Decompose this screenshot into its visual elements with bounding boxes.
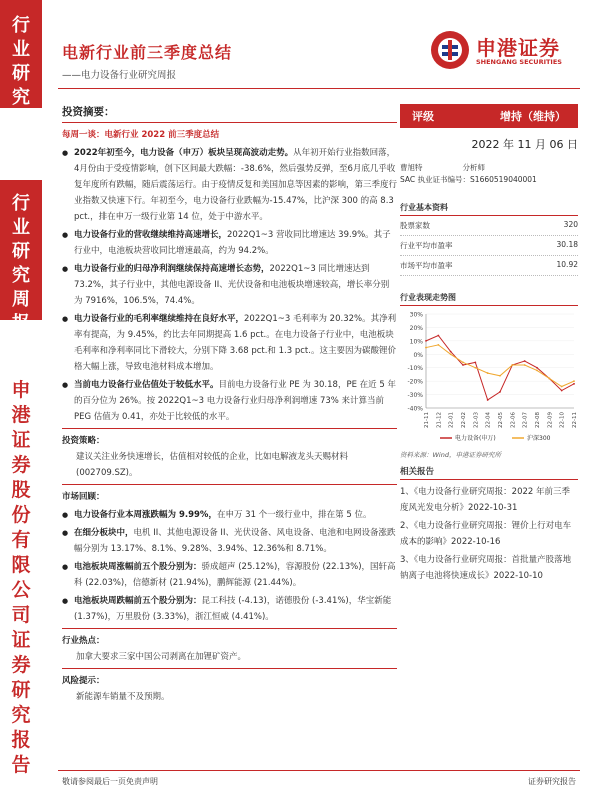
- data-point: [450, 353, 452, 355]
- y-tick-label: 0%: [413, 351, 423, 359]
- sidebar-char: 份: [11, 504, 31, 526]
- report-subtitle: ——电力设备行业研究周报: [62, 70, 177, 81]
- risk-label: 风险提示：: [62, 676, 105, 686]
- footer-divider: [58, 770, 580, 771]
- sidebar-char: 报: [12, 313, 30, 334]
- summary-column: [62, 104, 397, 705]
- bullet-text: 2022Q1~3 营收同比增速达 39.9%。其子行业中，电池板块营收同比增速最高，约为 94.2%。: [74, 230, 391, 256]
- data-point: [450, 351, 452, 353]
- footer-label: 证券研究报告: [528, 777, 576, 786]
- sidebar-char: 券: [11, 654, 31, 676]
- sidebar-char: 申: [11, 379, 31, 401]
- sidebar-char: 有: [11, 529, 31, 551]
- data-point: [573, 380, 575, 382]
- hot-label: 行业热点：: [62, 636, 105, 646]
- data-point: [487, 399, 489, 401]
- footer-disclaimer[interactable]: 敬请参阅最后一页免责声明: [62, 777, 158, 786]
- x-tick-label: 22-08: [535, 412, 541, 428]
- bullet-text: 从年初开始行业指数回落，4月份由于受疫情影响，创下区间最大跌幅：-38.6%，然后强势反弹，至6月底几乎收复年度所有跌幅，随后震荡运行。由于疫情反复和美国加息等因素的影响，第三季度行业指数又快速下行。年初至今，电力设备行业跌幅为-15.47%，比沪深 300 的高 8.3 pct.，排在申万一级行业第 14 位，处于中游水平。: [74, 148, 398, 222]
- weekly-topic-label: 每周一谈：电新行业 2022 前三季度总结: [62, 130, 220, 140]
- analyst-role: 分析师: [462, 163, 485, 172]
- info-column: [400, 104, 578, 586]
- bullet-text: 2022Q1~3 毛利率为 20.32%。其净利率有提高，为 9.45%，约比去年同期提高 1.6 pct.。在电力设备子行业中，电池板块毛利率和净利率同比下滑较大，分别下降 3.68 pct.和 1.3 pct.。这主要因为碳酸锂价格大幅上涨，导致电池材料成本增加。: [74, 314, 397, 372]
- data-point: [437, 344, 439, 346]
- data-point: [536, 367, 538, 369]
- summary-heading: 投资摘要：: [62, 104, 397, 123]
- hot-text: 加拿大要求三家中国公司剥离在加锂矿资产。: [76, 652, 247, 662]
- sidebar-char: 究: [11, 704, 31, 726]
- sidebar-industry-research: [0, 0, 42, 108]
- bullet-lead: 电力设备行业的毛利率继续维持在良好水平，: [74, 314, 245, 324]
- sidebar-char: 股: [11, 479, 31, 501]
- y-tick-label: 20%: [409, 324, 423, 332]
- hot-section: [62, 628, 397, 665]
- data-point: [548, 378, 550, 380]
- data-point: [524, 364, 526, 366]
- bullet-lead: 在细分板块中，: [74, 528, 134, 538]
- data-point: [573, 383, 575, 385]
- data-point: [499, 391, 501, 393]
- data-point: [524, 360, 526, 362]
- sac-number: S1660519040001: [470, 175, 537, 184]
- sidebar-char: 业: [12, 39, 30, 60]
- basics-value: 10.92: [556, 260, 578, 269]
- related-item[interactable]: 3、《电力设备行业研究周报：首批量产股落地 钠离子电池将快速成长》2022-10-10: [400, 555, 572, 581]
- logo-emblem-icon: [430, 30, 470, 70]
- market-bullet: [62, 593, 397, 625]
- y-tick-label: 10%: [409, 338, 423, 346]
- basics-key: 行业平均市盈率: [400, 241, 453, 250]
- data-point: [474, 367, 476, 369]
- bullet-lead: 电力设备行业的归母净利润继续保持高速增长态势，: [74, 264, 270, 274]
- y-tick-label: -20%: [407, 378, 423, 386]
- related-item[interactable]: 1、《电力设备行业研究周报：2022 年前三季度风光发电分析》2022-10-31: [400, 487, 570, 513]
- data-point: [561, 390, 563, 392]
- data-point: [536, 370, 538, 372]
- x-tick-label: 22-02: [461, 412, 467, 428]
- sidebar-char: 公: [11, 579, 31, 601]
- y-tick-label: -10%: [407, 365, 423, 373]
- sidebar-char: 港: [11, 404, 31, 426]
- sidebar-char: 券: [11, 454, 31, 476]
- bullet-text: 目前电力设备行业 PE 为 30.18，PE 在近 5 年的百分位为 26%。按 2022Q1~3 电力设备行业归母净利润增速 73% 来计算当前 PEG 估值为 0.41，亦处于比较低的水平。: [74, 380, 396, 422]
- data-point: [487, 372, 489, 374]
- summary-bullet: [62, 227, 397, 259]
- risk-text: 新能源车销量不及预期。: [76, 692, 170, 702]
- data-point: [511, 364, 513, 366]
- y-tick-label: -40%: [407, 405, 423, 413]
- company-logo: [430, 30, 570, 72]
- basics-value: 320: [563, 220, 578, 229]
- related-list: [400, 484, 578, 584]
- data-point: [499, 375, 501, 377]
- basics-row: [400, 256, 578, 276]
- sidebar-char: 告: [11, 754, 31, 776]
- x-tick-label: 22-09: [547, 412, 554, 428]
- related-heading: 相关报告: [400, 465, 578, 480]
- legend-label: 沪深300: [527, 435, 551, 442]
- series-line: [426, 345, 574, 387]
- x-tick-label: 21-11: [424, 412, 430, 428]
- market-section: [62, 484, 397, 625]
- sidebar-char: 究: [12, 265, 30, 286]
- bullet-text: 昆工科技 (-4.13)，诺德股份 (-3.41%)，华宝新能 (1.37%)，万里股份 (3.33%)，浙江恒威 (4.41%)。: [74, 596, 392, 622]
- bullet-text: 在申万 31 个一级行业中，排在第 5 位。: [216, 510, 372, 520]
- market-label: 市场回顾：: [62, 492, 105, 502]
- x-tick-label: 22-04: [485, 412, 492, 428]
- data-point: [462, 361, 464, 363]
- x-tick-label: 22-06: [510, 412, 517, 428]
- x-tick-label: 22-10: [559, 412, 566, 428]
- sidebar-company-name: [0, 378, 42, 776]
- strategy-label: 投资策略：: [62, 436, 105, 446]
- sidebar-char: 报: [11, 729, 31, 751]
- sidebar-char: 究: [12, 87, 30, 108]
- rating-bar: [400, 104, 578, 128]
- sidebar-char: 研: [12, 63, 30, 84]
- sidebar-char: 司: [11, 604, 31, 626]
- bullet-text: 2022Q1~3 同比增速达到 73.2%，其子行业中，其他电源设备 II、光伏设备和电池板块增速较高，增长率分别为 7916%，106.5%，74.4%。: [74, 264, 390, 306]
- sidebar-char: 证: [11, 629, 31, 651]
- rating-value: 增持（维持）: [500, 110, 566, 123]
- summary-bullet: [62, 377, 397, 425]
- basics-key: 市场平均市盈率: [400, 261, 453, 270]
- sidebar-char: 业: [12, 217, 30, 238]
- y-tick-label: 30%: [409, 311, 423, 319]
- logo-text-en: SHENGANG SECURITIES: [476, 58, 562, 66]
- bullet-lead: 电池板块周涨幅前五个股分别为：: [74, 562, 202, 572]
- basics-value: 30.18: [556, 240, 578, 249]
- x-tick-label: 22-01: [448, 412, 455, 428]
- sidebar-char: 限: [11, 554, 31, 576]
- market-bullet: [62, 525, 397, 557]
- market-bullet: [62, 507, 397, 523]
- basics-row: [400, 216, 578, 236]
- sidebar-char: 研: [12, 241, 30, 262]
- sidebar-char: 行: [12, 193, 30, 214]
- data-point: [425, 340, 427, 342]
- chart-heading: 行业表现走势图: [400, 292, 578, 306]
- basics-key: 股票家数: [400, 221, 430, 230]
- report-date: 2022 年 11 月 06 日: [471, 138, 578, 151]
- data-point: [474, 361, 476, 363]
- strategy-section: [62, 428, 397, 481]
- bullet-text: 电机 II、其他电源设备 II、光伏设备、风电设备、电池和电网设备涨跌幅分别为 13.17%、8.1%、9.28%、3.94%、12.36%和 8.71%。: [74, 528, 396, 554]
- performance-chart: [400, 306, 578, 446]
- basics-heading: 行业基本资料: [400, 202, 578, 216]
- summary-bullet: [62, 311, 397, 375]
- basics-row: [400, 236, 578, 256]
- logo-text-cn: 申港证券: [476, 36, 560, 60]
- sidebar: [0, 0, 42, 800]
- data-point: [425, 347, 427, 349]
- bullet-lead: 电池板块周跌幅前五个股分别为：: [74, 596, 202, 606]
- bullet-lead: 电力设备行业本周涨跌幅为 9.99%，: [74, 510, 217, 520]
- y-tick-label: -30%: [407, 392, 423, 400]
- sidebar-char: 证: [11, 429, 31, 451]
- legend-label: 电力设备(申万): [455, 435, 496, 442]
- bullet-text: 骄成超声 (25.12%)，容源股份 (22.13%)，国轩高科 (22.03%)，信德新材 (21.94%)，鹏辉能源 (21.44%)。: [74, 562, 396, 588]
- analyst-info: [400, 162, 578, 186]
- market-bullet: [62, 559, 397, 591]
- bullet-lead: 当前电力设备行业估值处于较低水平。: [74, 380, 219, 390]
- report-title: 电新行业前三季度总结: [62, 43, 233, 62]
- data-point: [462, 364, 464, 366]
- bullet-lead: 电力设备行业的营收继续维持高速增长，: [74, 230, 228, 240]
- data-point: [437, 335, 439, 337]
- data-point: [561, 386, 563, 388]
- sidebar-char: 周: [12, 289, 30, 310]
- x-tick-label: 22-05: [498, 412, 504, 428]
- sidebar-char: 行: [12, 15, 30, 36]
- x-tick-label: 22-03: [473, 412, 480, 428]
- chart-source: 资料来源：Wind，申港证券研究所: [400, 451, 501, 459]
- sidebar-char: 研: [11, 679, 31, 701]
- related-item[interactable]: 2、《电力设备行业研究周报：锂价上行对电车成本的影响》2022-10-16: [400, 521, 572, 547]
- header-divider: [58, 88, 580, 89]
- x-tick-label: 22-07: [522, 412, 529, 428]
- strategy-text: 建议关注业务快速增长，估值相对较低的企业，比如电解液龙头天赐材料(002709.SZ)。: [76, 452, 349, 478]
- summary-bullet: [62, 261, 397, 309]
- rating-label: 评级: [412, 110, 434, 123]
- bullet-lead: 2022年初至今，电力设备（申万）板块呈现高波动走势。: [74, 148, 294, 158]
- risk-section: [62, 668, 397, 705]
- x-tick-label: 21-12: [436, 412, 443, 428]
- sac-label: SAC 执业证书编号：: [400, 175, 471, 184]
- summary-bullet: [62, 145, 397, 225]
- sidebar-weekly-report: [0, 180, 42, 334]
- x-tick-label: 22-11: [572, 412, 578, 428]
- analyst-name: 曹旭特: [400, 163, 423, 172]
